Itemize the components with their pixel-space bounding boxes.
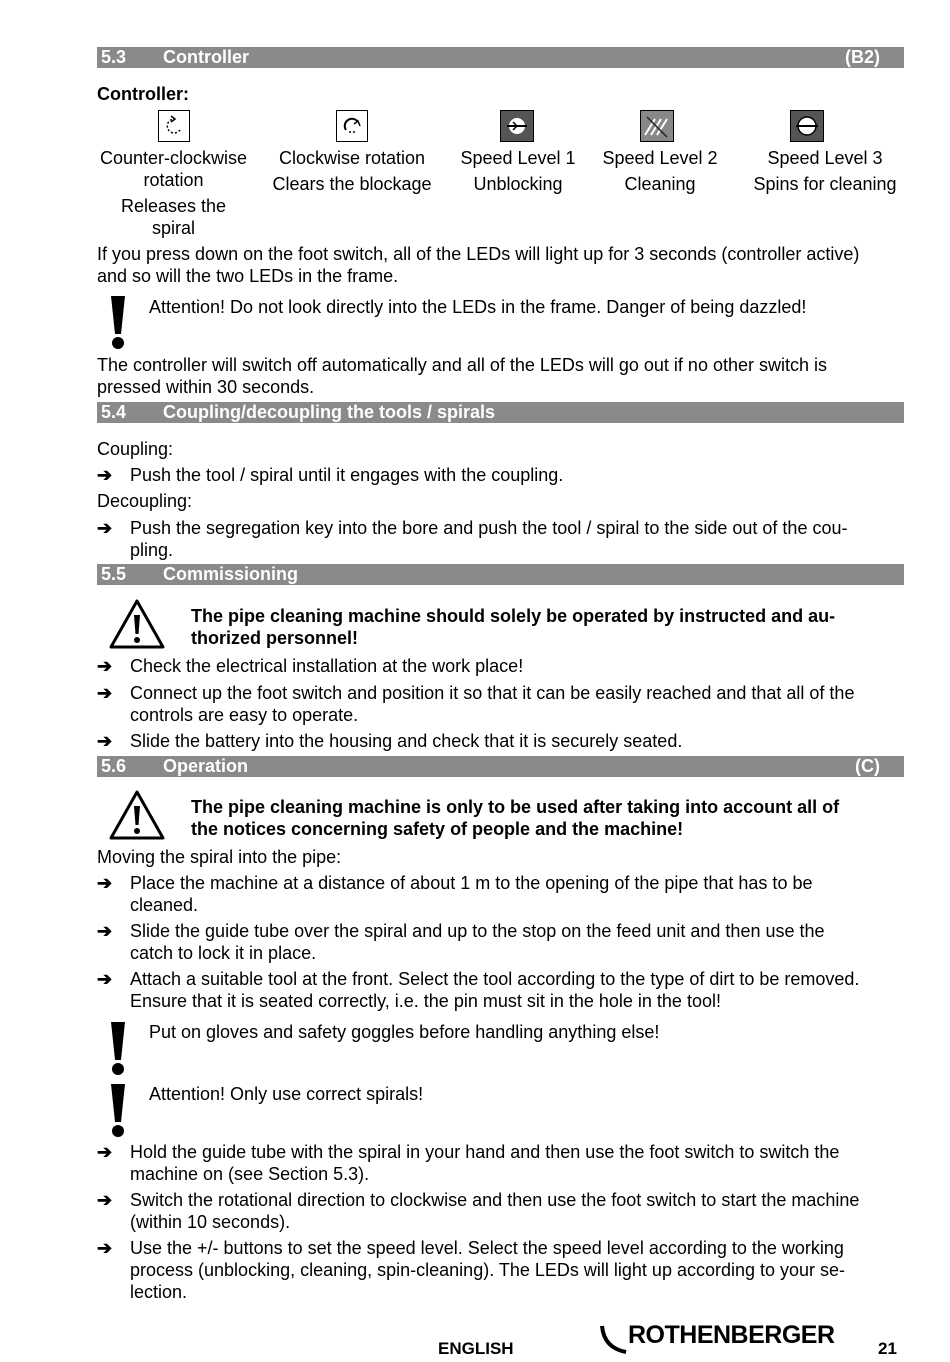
exclamation-icon [98,1082,138,1138]
column-speed-1 [446,147,590,195]
list-item [130,872,902,916]
arrow-bullet-icon: ➔ [97,465,113,485]
list-item: Push the tool / spiral until it engages with the coupling. [130,465,564,485]
counter-clockwise-icon [158,110,190,142]
warning-text: the notices concerning safety of people and the machine! [191,819,684,839]
clockwise-icon [336,110,368,142]
column-speed-2 [590,147,730,195]
warning-text: The pipe cleaning machine is only to be used after taking into account all of [191,797,840,817]
section-title: Coupling/decoupling the tools / spirals [163,402,496,422]
list-item-line: Push the segregation key into the bore and push the tool / spiral to the side out of the cou- [130,518,848,538]
footer-language: ENGLISH [438,1339,514,1358]
column-label: Speed Level 3 [767,148,883,168]
list-item-line: controls are easy to operate. [130,705,359,725]
brand-logo: ROTHENBERGER [628,1321,835,1349]
column-description: Clears the blockage [272,174,432,194]
column-label: Speed Level 1 [460,148,576,168]
controller-heading: Controller: [97,84,189,104]
list-item-line: process (unblocking, cleaning, spin-cleaning). The LEDs will light up according to your se- [130,1260,846,1280]
column-speed-3 [740,147,910,195]
section-ref: (B2) [845,47,880,67]
warning-text: thorized personnel! [191,628,359,648]
list-item-line: Ensure that it is seated correctly, i.e. the pin must sit in the hole in the tool! [130,991,721,1011]
note-text: Put on gloves and safety goggles before handling anything else! [149,1022,660,1042]
attention-note: Attention! Do not look directly into the LEDs in the frame. Danger of being dazzled! [149,297,807,317]
list-item [130,1189,902,1233]
column-label: rotation [143,170,204,190]
list-item: Slide the battery into the housing and check that it is securely seated. [130,731,683,751]
exclamation-icon [98,1020,138,1076]
paragraph-line: and so will the two LEDs in the frame. [97,266,399,286]
arrow-bullet-icon: ➔ [97,1190,113,1210]
page-number: 21 [878,1339,897,1358]
section-title: Operation [163,756,249,776]
column-clockwise [262,147,442,195]
decoupling-label: Decoupling: [97,491,193,511]
section-number: 5.4 [101,402,127,422]
list-item: Check the electrical installation at the work place! [130,656,524,676]
list-item [130,517,902,561]
list-item-line: catch to lock it in place. [130,943,317,963]
list-item-line: Attach a suitable tool at the front. Select the tool according to the type of dirt to be removed. [130,969,860,989]
speed-1-icon [500,110,534,142]
arrow-bullet-icon: ➔ [97,731,113,751]
list-item-line: lection. [130,1282,188,1302]
section-ref: (C) [855,756,880,776]
list-item [130,682,902,726]
section-header-5-5 [97,564,904,585]
column-label: Clockwise rotation [278,148,426,168]
section-header-5-6 [97,756,904,777]
warning-text: The pipe cleaning machine should solely be operated by instructed and au- [191,606,836,626]
section-title: Commissioning [163,564,299,584]
list-item [130,1141,902,1185]
arrow-bullet-icon: ➔ [97,518,113,538]
list-item-line: Switch the rotational direction to clockwise and then use the foot switch to start the machine [130,1190,860,1210]
section-number: 5.5 [101,564,127,584]
list-item-line: Place the machine at a distance of about 1 m to the opening of the pipe that has to be [130,873,813,893]
section-title: Controller [163,47,250,67]
column-description: spiral [151,218,195,238]
arrow-bullet-icon: ➔ [97,1142,113,1162]
section-header-5-4 [97,402,904,423]
list-item-line: cleaned. [130,895,199,915]
section-header-5-3 [97,47,904,68]
column-description: Unblocking [473,174,563,194]
exclamation-icon [98,294,138,350]
list-item-line: Slide the guide tube over the spiral and up to the stop on the feed unit and then use the [130,921,825,941]
list-item [130,1237,902,1303]
list-item [130,968,902,1012]
list-item-line: machine on (see Section 5.3). [130,1164,370,1184]
paragraph-line: If you press down on the foot switch, all of the LEDs will light up for 3 seconds (controller active) [97,244,860,264]
list-item-line: Connect up the foot switch and position it so that it can be easily reached and that all of the [130,683,855,703]
note-text: Attention! Only use correct spirals! [149,1084,424,1104]
arrow-bullet-icon: ➔ [97,873,113,893]
list-item-line: (within 10 seconds). [130,1212,291,1232]
list-item-line: pling. [130,540,174,560]
arrow-bullet-icon: ➔ [97,921,113,941]
list-item-line: Hold the guide tube with the spiral in your hand and then use the foot switch to switch the [130,1142,840,1162]
speed-2-icon [640,110,674,142]
operation-intro: Moving the spiral into the pipe: [97,847,342,867]
column-counter-clockwise [90,147,257,239]
column-label: Speed Level 2 [602,148,718,168]
coupling-label: Coupling: [97,439,174,459]
warning-triangle-icon [108,789,166,841]
list-item-line: Use the +/- buttons to set the speed level. Select the speed level according to the working [130,1238,844,1258]
arrow-bullet-icon: ➔ [97,969,113,989]
warning-triangle-icon [108,598,166,650]
list-item [130,920,902,964]
paragraph-line: The controller will switch off automatically and all of the LEDs will go out if no other switch is [97,355,827,375]
column-description: Releases the [120,196,227,216]
speed-3-icon [790,110,824,142]
arrow-bullet-icon: ➔ [97,656,113,676]
section-number: 5.6 [101,756,127,776]
paragraph-line: pressed within 30 seconds. [97,377,315,397]
column-description: Spins for cleaning [753,174,897,194]
arrow-bullet-icon: ➔ [97,1238,113,1258]
column-description: Cleaning [624,174,696,194]
arrow-bullet-icon: ➔ [97,683,113,703]
column-label: Counter-clockwise [99,148,248,168]
section-number: 5.3 [101,47,127,67]
